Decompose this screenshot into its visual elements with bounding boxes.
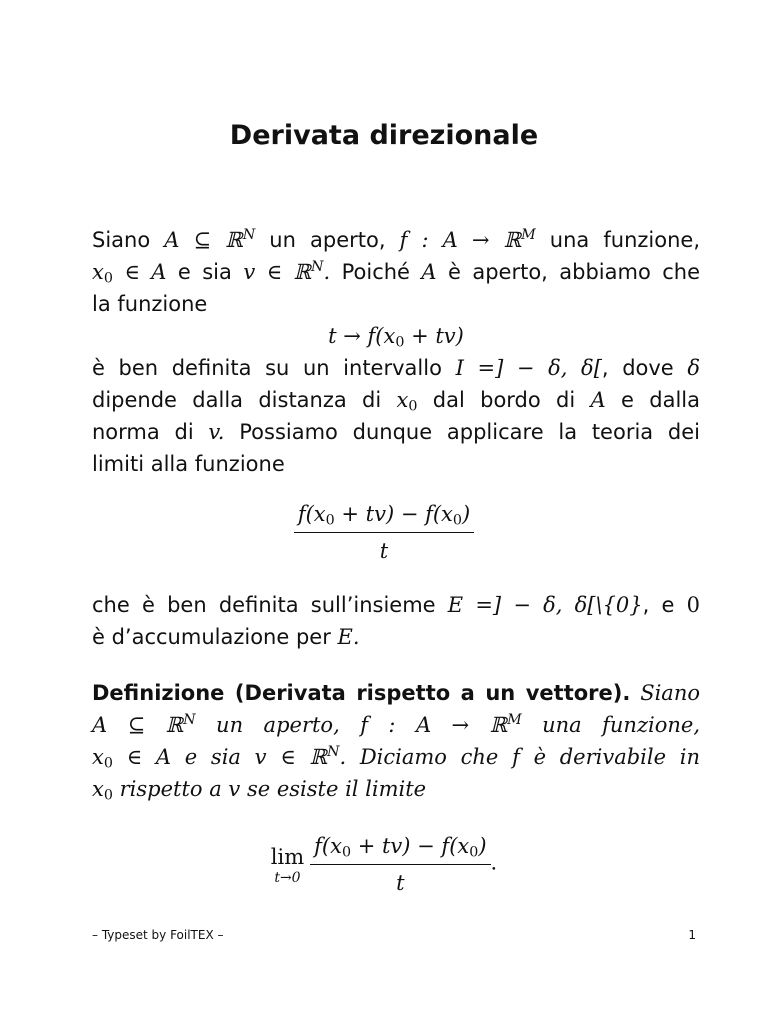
math-text: f(x bbox=[297, 502, 326, 526]
text-fragment: e sia bbox=[166, 260, 244, 284]
intro-paragraph bbox=[92, 224, 700, 480]
text-fragment: un aperto, bbox=[255, 228, 400, 252]
math-fragment bbox=[243, 260, 330, 284]
math-text: t → f(x bbox=[328, 324, 396, 348]
difference-quotient-display bbox=[0, 500, 768, 565]
text-fragment: una funzione, bbox=[521, 713, 701, 737]
math-text: v ∈ ℝ bbox=[243, 260, 312, 284]
text-fragment: una funzione, bbox=[535, 228, 700, 252]
math-text: + tv) bbox=[404, 324, 464, 348]
footer-typeset-note: – Typeset by FoilTEX – bbox=[92, 928, 224, 942]
intro-line-7: limiti alla funzione bbox=[92, 452, 285, 476]
superscript: N bbox=[326, 744, 340, 761]
text-fragment: . Diciamo che bbox=[339, 745, 513, 769]
math-text: ) bbox=[461, 502, 471, 526]
subscript: 0 bbox=[469, 844, 479, 861]
intro-line-9 bbox=[92, 621, 700, 653]
limit-quotient bbox=[310, 832, 490, 897]
fraction-denominator: t bbox=[379, 539, 389, 563]
math-text: . bbox=[323, 260, 331, 284]
fraction-numerator bbox=[310, 832, 490, 865]
formula-t-to-f bbox=[92, 320, 700, 352]
math-text: f bbox=[512, 745, 520, 769]
text-fragment: è d’accumulazione per bbox=[92, 625, 338, 649]
text-fragment: un aperto, bbox=[195, 713, 361, 737]
text-fragment: rispetto a bbox=[112, 777, 229, 801]
intro-line-5 bbox=[92, 384, 700, 416]
subscript: 0 bbox=[325, 512, 335, 529]
text-fragment: se esiste il limite bbox=[240, 777, 427, 801]
definition-line-1 bbox=[92, 677, 700, 709]
math-text: f(x bbox=[314, 834, 342, 858]
text-fragment: norma di bbox=[92, 420, 209, 444]
superscript: M bbox=[521, 227, 536, 244]
intro-paragraph-end bbox=[92, 589, 700, 653]
page-title: Derivata direzionale bbox=[229, 120, 539, 151]
definition-line-4 bbox=[92, 773, 700, 805]
superscript: N bbox=[242, 227, 256, 244]
text-fragment: e dalla bbox=[605, 388, 700, 412]
math-text: A ⊆ ℝ bbox=[164, 228, 243, 252]
math-fragment bbox=[92, 260, 167, 287]
text-fragment: dipende dalla distanza di bbox=[92, 388, 397, 412]
text-fragment: è aperto, abbiamo che bbox=[436, 260, 700, 284]
text-fragment: , dove bbox=[601, 356, 688, 380]
definition-block bbox=[92, 677, 700, 805]
text-fragment: e sia bbox=[171, 745, 255, 769]
page-number: 1 bbox=[688, 928, 696, 942]
text-fragment: è ben definita su un intervallo bbox=[92, 356, 456, 380]
definition-line-2 bbox=[92, 709, 700, 741]
intro-line-6 bbox=[92, 416, 700, 448]
math-fragment bbox=[360, 713, 521, 737]
math-text: x bbox=[92, 745, 104, 769]
superscript: N bbox=[183, 712, 196, 729]
math-fragment: I =] − δ, δ[ bbox=[455, 356, 602, 380]
math-text: ) bbox=[478, 834, 487, 858]
limit-operator bbox=[271, 844, 304, 886]
limit-subscript: t→0 bbox=[274, 869, 301, 886]
fraction-numerator bbox=[294, 500, 474, 533]
math-fragment: 0 bbox=[686, 593, 700, 617]
text-fragment: Siano bbox=[630, 681, 700, 705]
text-fragment: Siano bbox=[92, 228, 165, 252]
limit-word: lim bbox=[270, 844, 305, 869]
math-fragment: v. bbox=[208, 420, 225, 444]
math-fragment: E =] − δ, δ[\{0} bbox=[447, 593, 643, 617]
math-fragment bbox=[400, 228, 536, 252]
limit-display bbox=[0, 832, 768, 897]
superscript: N bbox=[311, 259, 324, 276]
math-fragment: E. bbox=[337, 625, 360, 649]
math-fragment bbox=[92, 713, 196, 737]
text-fragment: dal bordo di bbox=[417, 388, 591, 412]
text-fragment: Poiché bbox=[330, 260, 422, 284]
math-text: v bbox=[228, 777, 241, 801]
math-text: x bbox=[92, 777, 104, 801]
intro-line-8 bbox=[92, 589, 700, 621]
math-fragment: δ bbox=[687, 356, 700, 380]
subscript: 0 bbox=[341, 844, 352, 861]
superscript: M bbox=[507, 712, 522, 729]
text-fragment: è derivabile in bbox=[519, 745, 701, 769]
math-text: A ⊆ ℝ bbox=[92, 713, 184, 737]
definition-line-3 bbox=[92, 741, 700, 773]
math-text: + tv) − f(x bbox=[351, 834, 470, 858]
text-fragment: , e bbox=[642, 593, 687, 617]
difference-quotient bbox=[294, 500, 474, 565]
subscript: 0 bbox=[395, 334, 405, 351]
math-text: f : A → ℝ bbox=[360, 713, 508, 737]
math-text: x bbox=[92, 260, 104, 284]
math-text: + tv) − f(x bbox=[334, 502, 453, 526]
intro-line-3: la funzione bbox=[92, 292, 208, 316]
math-text: ∈ A bbox=[112, 260, 167, 284]
fraction-denominator: t bbox=[396, 871, 405, 895]
text-fragment: Possiamo dunque applicare la teoria dei bbox=[224, 420, 700, 444]
math-text: v ∈ ℝ bbox=[254, 745, 327, 769]
math-fragment bbox=[164, 228, 255, 252]
math-fragment bbox=[255, 745, 340, 769]
limit-period: . bbox=[490, 850, 498, 875]
subscript: 0 bbox=[103, 787, 113, 804]
math-text: f : A → ℝ bbox=[399, 228, 522, 252]
math-fragment: A bbox=[421, 260, 437, 284]
intro-line-1 bbox=[92, 224, 700, 256]
subscript: 0 bbox=[103, 755, 113, 772]
intro-line-4 bbox=[92, 352, 700, 384]
subscript: 0 bbox=[452, 512, 462, 529]
math-fragment bbox=[396, 388, 418, 415]
subscript: 0 bbox=[408, 398, 418, 415]
text-fragment: che è ben definita sull’insieme bbox=[92, 593, 448, 617]
math-text: ∈ A bbox=[112, 745, 172, 769]
definition-heading: Definizione (Derivata rispetto a un vettore). bbox=[92, 681, 631, 705]
subscript: 0 bbox=[103, 270, 113, 287]
math-fragment: A bbox=[590, 388, 606, 412]
intro-line-2 bbox=[92, 256, 700, 288]
math-text: x bbox=[396, 388, 409, 412]
